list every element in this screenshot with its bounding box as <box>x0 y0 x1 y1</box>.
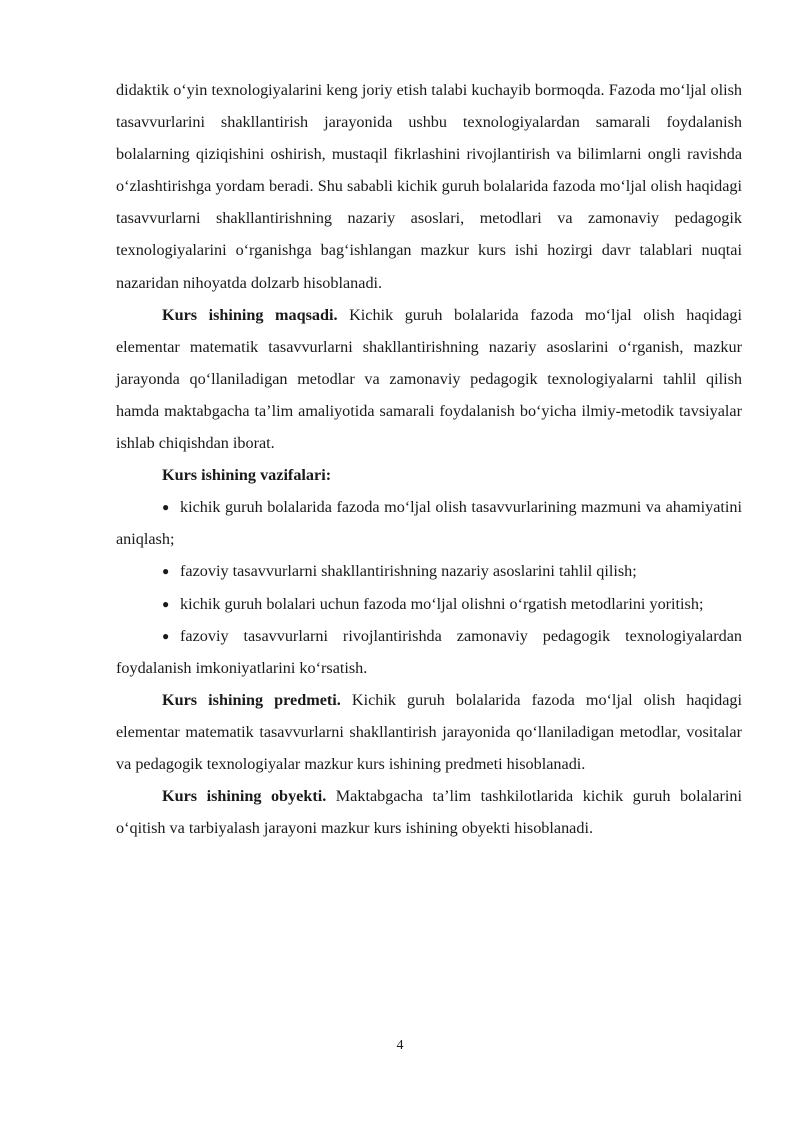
task-text-1: kichik guruh bolalarida fazoda mo‘ljal olish tasavvurlarining mazmuni va ahamiyatini aniqlash; <box>116 498 742 549</box>
task-item-3 <box>116 588 742 620</box>
bullet-icon: ● <box>162 596 170 611</box>
task-item-2 <box>116 555 742 587</box>
bullet-icon: ● <box>162 564 170 579</box>
intro-paragraph: didaktik o‘yin texnologiyalarini keng joriy etish talabi kuchayib bormoqda. Fazoda mo‘ljal olish tasavvurlarini shakllantirish jarayonida ushbu texnologiyalardan samarali foydalanish bolalarning qiziqishini oshirish, mustaqil fikrlashini rivojlantirish va bilimlarni ongli ravishda o‘zlashtirishga yordam beradi. Shu sababli kichik guruh bolalarida fazoda mo‘ljal olish haqidagi tasavvurlarni shakllantirishning nazariy asoslari, metodlari va zamonaviy pedagogik texnologiyalarini o‘rganishga bag‘ishlangan mazkur kurs ishi hozirgi davr talablari nuqtai nazaridan nihoyatda dolzarb hisoblanadi. <box>116 81 742 292</box>
subject-text: Kichik guruh bolalarida fazoda mo‘ljal olish haqidagi elementar matematik tasavvurlarni shakllantirish jarayonida qo‘llaniladigan metodlar, vositalar va pedagogik texnologiyalar mazkur kurs ishining predmeti hisoblanadi. <box>116 690 742 773</box>
object-label: Kurs ishining obyekti. <box>162 787 327 806</box>
object-paragraph <box>116 780 742 844</box>
goal-label: Kurs ishining maqsadi. <box>162 305 338 324</box>
goal-text: Kichik guruh bolalarida fazoda mo‘ljal olish haqidagi elementar matematik tasavvurlarni shakllantirishning nazariy asoslarini o‘rganish, mazkur jarayonda qo‘llaniladigan metodlar va zamonaviy pedagogik texnologiyalarni tahlil qilish hamda maktabgacha ta’lim amaliyotida samarali foydalanish bo‘yicha ilmiy-metodik tavsiyalar ishlab chiqishdan iborat. <box>116 305 742 453</box>
task-item-1 <box>116 491 742 555</box>
task-text-4: fazoviy tasavvurlarni rivojlantirishda zamonaviy pedagogik texnologiyalardan foydalanish imkoniyatlarini ko‘rsatish. <box>116 626 742 677</box>
goal-paragraph <box>116 299 742 459</box>
bullet-icon: ● <box>162 500 170 515</box>
bullet-icon: ● <box>162 628 170 643</box>
subject-label: Kurs ishining predmeti. <box>162 690 341 709</box>
tasks-heading: Kurs ishining vazifalari: <box>162 466 332 485</box>
page-number: 4 <box>396 1038 404 1053</box>
task-item-4 <box>116 620 742 684</box>
subject-paragraph <box>116 684 742 780</box>
task-text-3: kichik guruh bolalari uchun fazoda mo‘ljal olishni o‘rgatish metodlarini yoritish; <box>180 594 704 613</box>
body-text <box>116 74 742 844</box>
task-text-2: fazoviy tasavvurlarni shakllantirishning nazariy asoslarini tahlil qilish; <box>180 562 637 581</box>
object-text: Maktabgacha ta’lim tashkilotlarida kichik guruh bolalarini o‘qitish va tarbiyalash jarayoni mazkur kurs ishining obyekti hisoblanadi. <box>116 787 742 838</box>
